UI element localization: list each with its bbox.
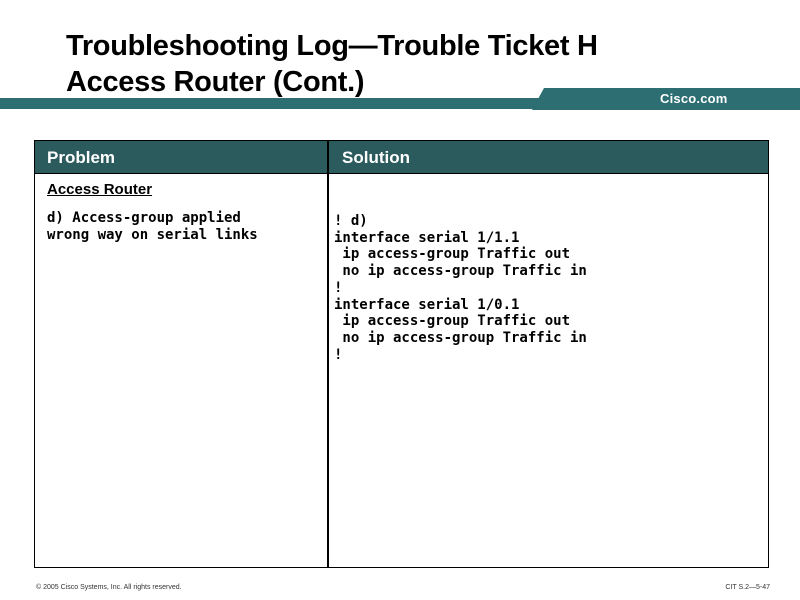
- solution-line: !: [334, 346, 343, 363]
- solution-line: ! d): [334, 213, 368, 229]
- slide-title-line-1: Troubleshooting Log—Trouble Ticket H: [66, 30, 598, 62]
- solution-line: ip access-group Traffic out: [334, 313, 571, 330]
- solution-line: interface serial 1/1.1: [334, 229, 520, 246]
- slide-title-line-2: Access Router (Cont.): [66, 66, 365, 98]
- header-solution: Solution: [342, 148, 410, 167]
- footer-page-number: CIT S.2—5-47: [725, 584, 770, 591]
- solution-line: no ip access-group Traffic in: [334, 329, 587, 346]
- solution-cell: [334, 213, 754, 363]
- solution-line: ip access-group Traffic out: [334, 246, 571, 263]
- header-banner: [0, 88, 800, 112]
- footer-copyright: © 2005 Cisco Systems, Inc. All rights reserved.: [36, 584, 182, 591]
- column-divider: [327, 141, 329, 567]
- problem-section-label: Access Router: [47, 181, 153, 198]
- solution-line: interface serial 1/0.1: [334, 296, 520, 313]
- brand-link[interactable]: Cisco.com: [660, 91, 728, 106]
- problem-description: d) Access-group applied wrong way on serial links: [47, 210, 258, 243]
- solution-line: !: [334, 279, 343, 296]
- troubleshooting-table: [34, 140, 769, 568]
- solution-line: no ip access-group Traffic in: [334, 263, 587, 280]
- problem-cell: [47, 181, 317, 244]
- table-header-row: [35, 141, 768, 174]
- header-problem: Problem: [47, 148, 116, 167]
